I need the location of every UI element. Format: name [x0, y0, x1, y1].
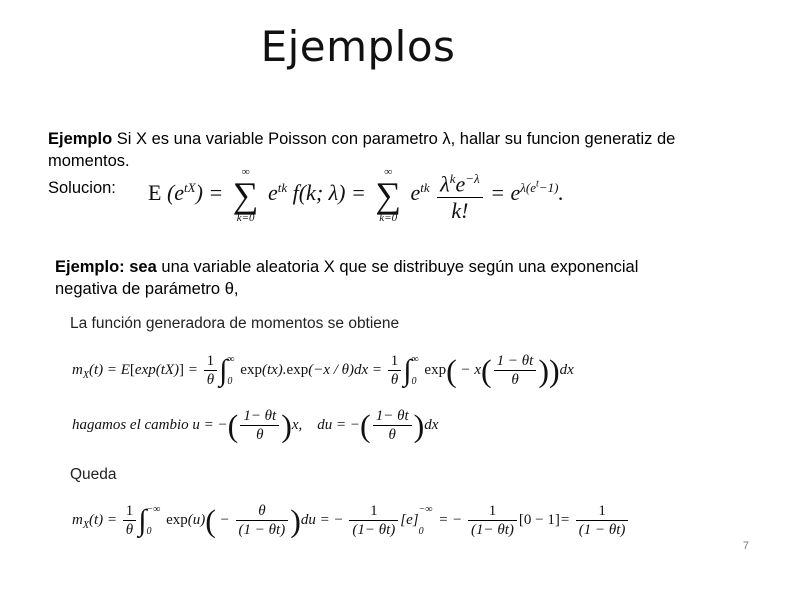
page-number: 7 [742, 540, 749, 552]
slide-title: Ejemplos [260, 22, 456, 71]
derivation-intro: La función generadora de momentos se obtiene [70, 315, 400, 332]
poisson-mgf-equation: E $(e^{tX})$ = ∞ ∑ k=0 $e^{tk}$ f(k; λ) = ∞ ∑ k=0 $e^{tk}$ $\frac{\lambda^ke^{-\lambda}}{k!}$ = $e^{\lambda(e^t-1)}$. [148, 166, 564, 225]
example1-text-line1: Si X es una variable Poisson con parametro λ, hallar su funcion generatiz de [116, 130, 676, 148]
example2-text-line1: una variable aleatoria X que se distribuye según una exponencial [161, 258, 639, 276]
example2-paragraph [55, 256, 755, 300]
example2-lead: Ejemplo: sea [55, 258, 157, 276]
exponential-mgf-equation: $m_X(t) = E[\exp(tX)]$ = $\frac{1}{\theta}$ ∫∞ 0 exp(tx).exp(−x / θ)dx = $\frac{1}{\theta}$ ∫∞ 0 exp( − x( $\frac{1 - \theta t}{\theta}$ ))dx [72, 352, 574, 389]
example1-text-line2: momentos. [48, 152, 130, 170]
solution-label: Solucion: [48, 179, 116, 197]
result-equation: $m_X(t)$ = $\frac{1}{\theta}$ ∫−∞ 0 exp(u)( − $\frac{\theta}{(1 - \theta t)}$ )du = − $\frac{1}{(1- \theta t)}$ [e]−∞ 0 = − $\frac{1}{(1- \theta t)}$ [0 − 1]= $\frac{1}{(1 - \theta t)}$ [72, 502, 630, 539]
change-of-variable-equation: hagamos el cambio u = −( $\frac{1- \theta t}{\theta}$ )x, du = −( $\frac{1- \theta t}{\theta}$ )dx [72, 407, 439, 444]
change-text: hagamos el cambio [72, 416, 189, 433]
example2-text-line2: negativa de parámetro θ, [55, 280, 239, 298]
example1-lead: Ejemplo [48, 130, 113, 148]
queda-label: Queda [70, 466, 117, 483]
